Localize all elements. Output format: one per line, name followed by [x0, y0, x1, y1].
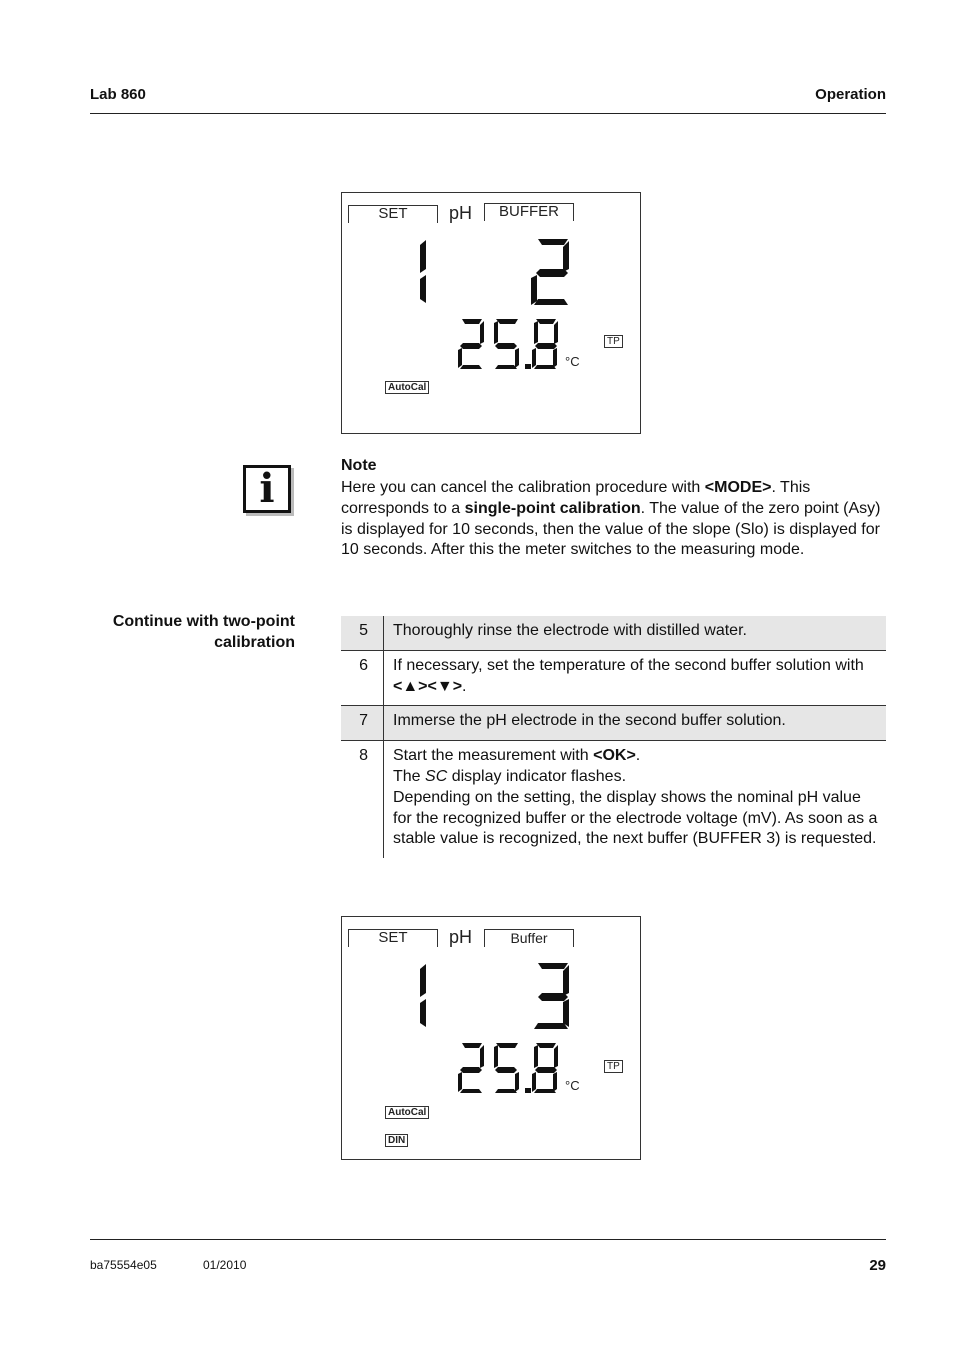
step-number: 5	[341, 616, 384, 650]
step-number: 8	[341, 741, 384, 858]
lcd-display-buffer-3	[341, 916, 641, 1160]
step-row	[341, 651, 886, 706]
step-row	[341, 741, 886, 858]
lcd-degree-unit: °C	[565, 354, 580, 369]
step-row	[341, 616, 886, 650]
lcd-din-indicator: DIN	[385, 1134, 408, 1147]
note-title: Note	[341, 457, 377, 474]
lcd-tp-indicator: TP	[604, 1060, 623, 1073]
step-number: 7	[341, 706, 384, 740]
header-rule	[90, 113, 886, 114]
step-row	[341, 706, 886, 740]
lcd-unit-label: pH	[449, 203, 473, 223]
footer-rule	[90, 1239, 886, 1240]
footer-date: 01/2010	[203, 1258, 247, 1272]
section-heading: Continue with two-point calibration	[112, 613, 295, 651]
lcd-display-buffer-2	[341, 192, 641, 434]
step-number: 6	[341, 651, 384, 706]
step-text: Start the measurement with <OK>. The SC display indicator flashes. Depending on the setting, the display shows the nominal pH value for the recognized buffer or the electrode voltage (mV). As soon as a stable value is recognized, the next buffer (BUFFER 3) is requested.	[393, 747, 878, 848]
info-icon: i	[243, 465, 291, 513]
header-right: Operation	[815, 86, 886, 103]
lcd-buffer-label: BUFFER	[484, 203, 574, 221]
lcd-set-label: SET	[348, 929, 438, 947]
lcd-unit-label: pH	[449, 927, 473, 947]
lcd-degree-unit: °C	[565, 1078, 580, 1093]
lcd-seven-segment-digits	[342, 193, 642, 435]
page-number: 29	[869, 1257, 886, 1274]
footer-doc-id: ba75554e05	[90, 1258, 157, 1272]
step-text: If necessary, set the temperature of the second buffer solution with <▲><▼>.	[393, 656, 864, 695]
lcd-set-label: SET	[348, 205, 438, 223]
step-text: Immerse the pH electrode in the second buffer solution.	[393, 712, 786, 730]
lcd-tp-indicator: TP	[604, 335, 623, 348]
lcd-buffer-label: Buffer	[484, 929, 574, 947]
note-body: Here you can cancel the calibration procedure with <MODE>. This corresponds to a single-point calibration. The value of the zero point (Asy) is displayed for 10 seconds, then the value of the slope (Slo) is displayed for 10 seconds. After this the meter switches to the measuring mode.	[341, 479, 881, 559]
lcd-autocal-indicator: AutoCal	[385, 381, 429, 394]
step-text: Thoroughly rinse the electrode with distilled water.	[393, 622, 747, 639]
lcd-autocal-indicator: AutoCal	[385, 1106, 429, 1119]
header-left: Lab 860	[90, 86, 146, 103]
lcd-seven-segment-digits	[342, 917, 642, 1161]
steps-table	[341, 616, 886, 858]
